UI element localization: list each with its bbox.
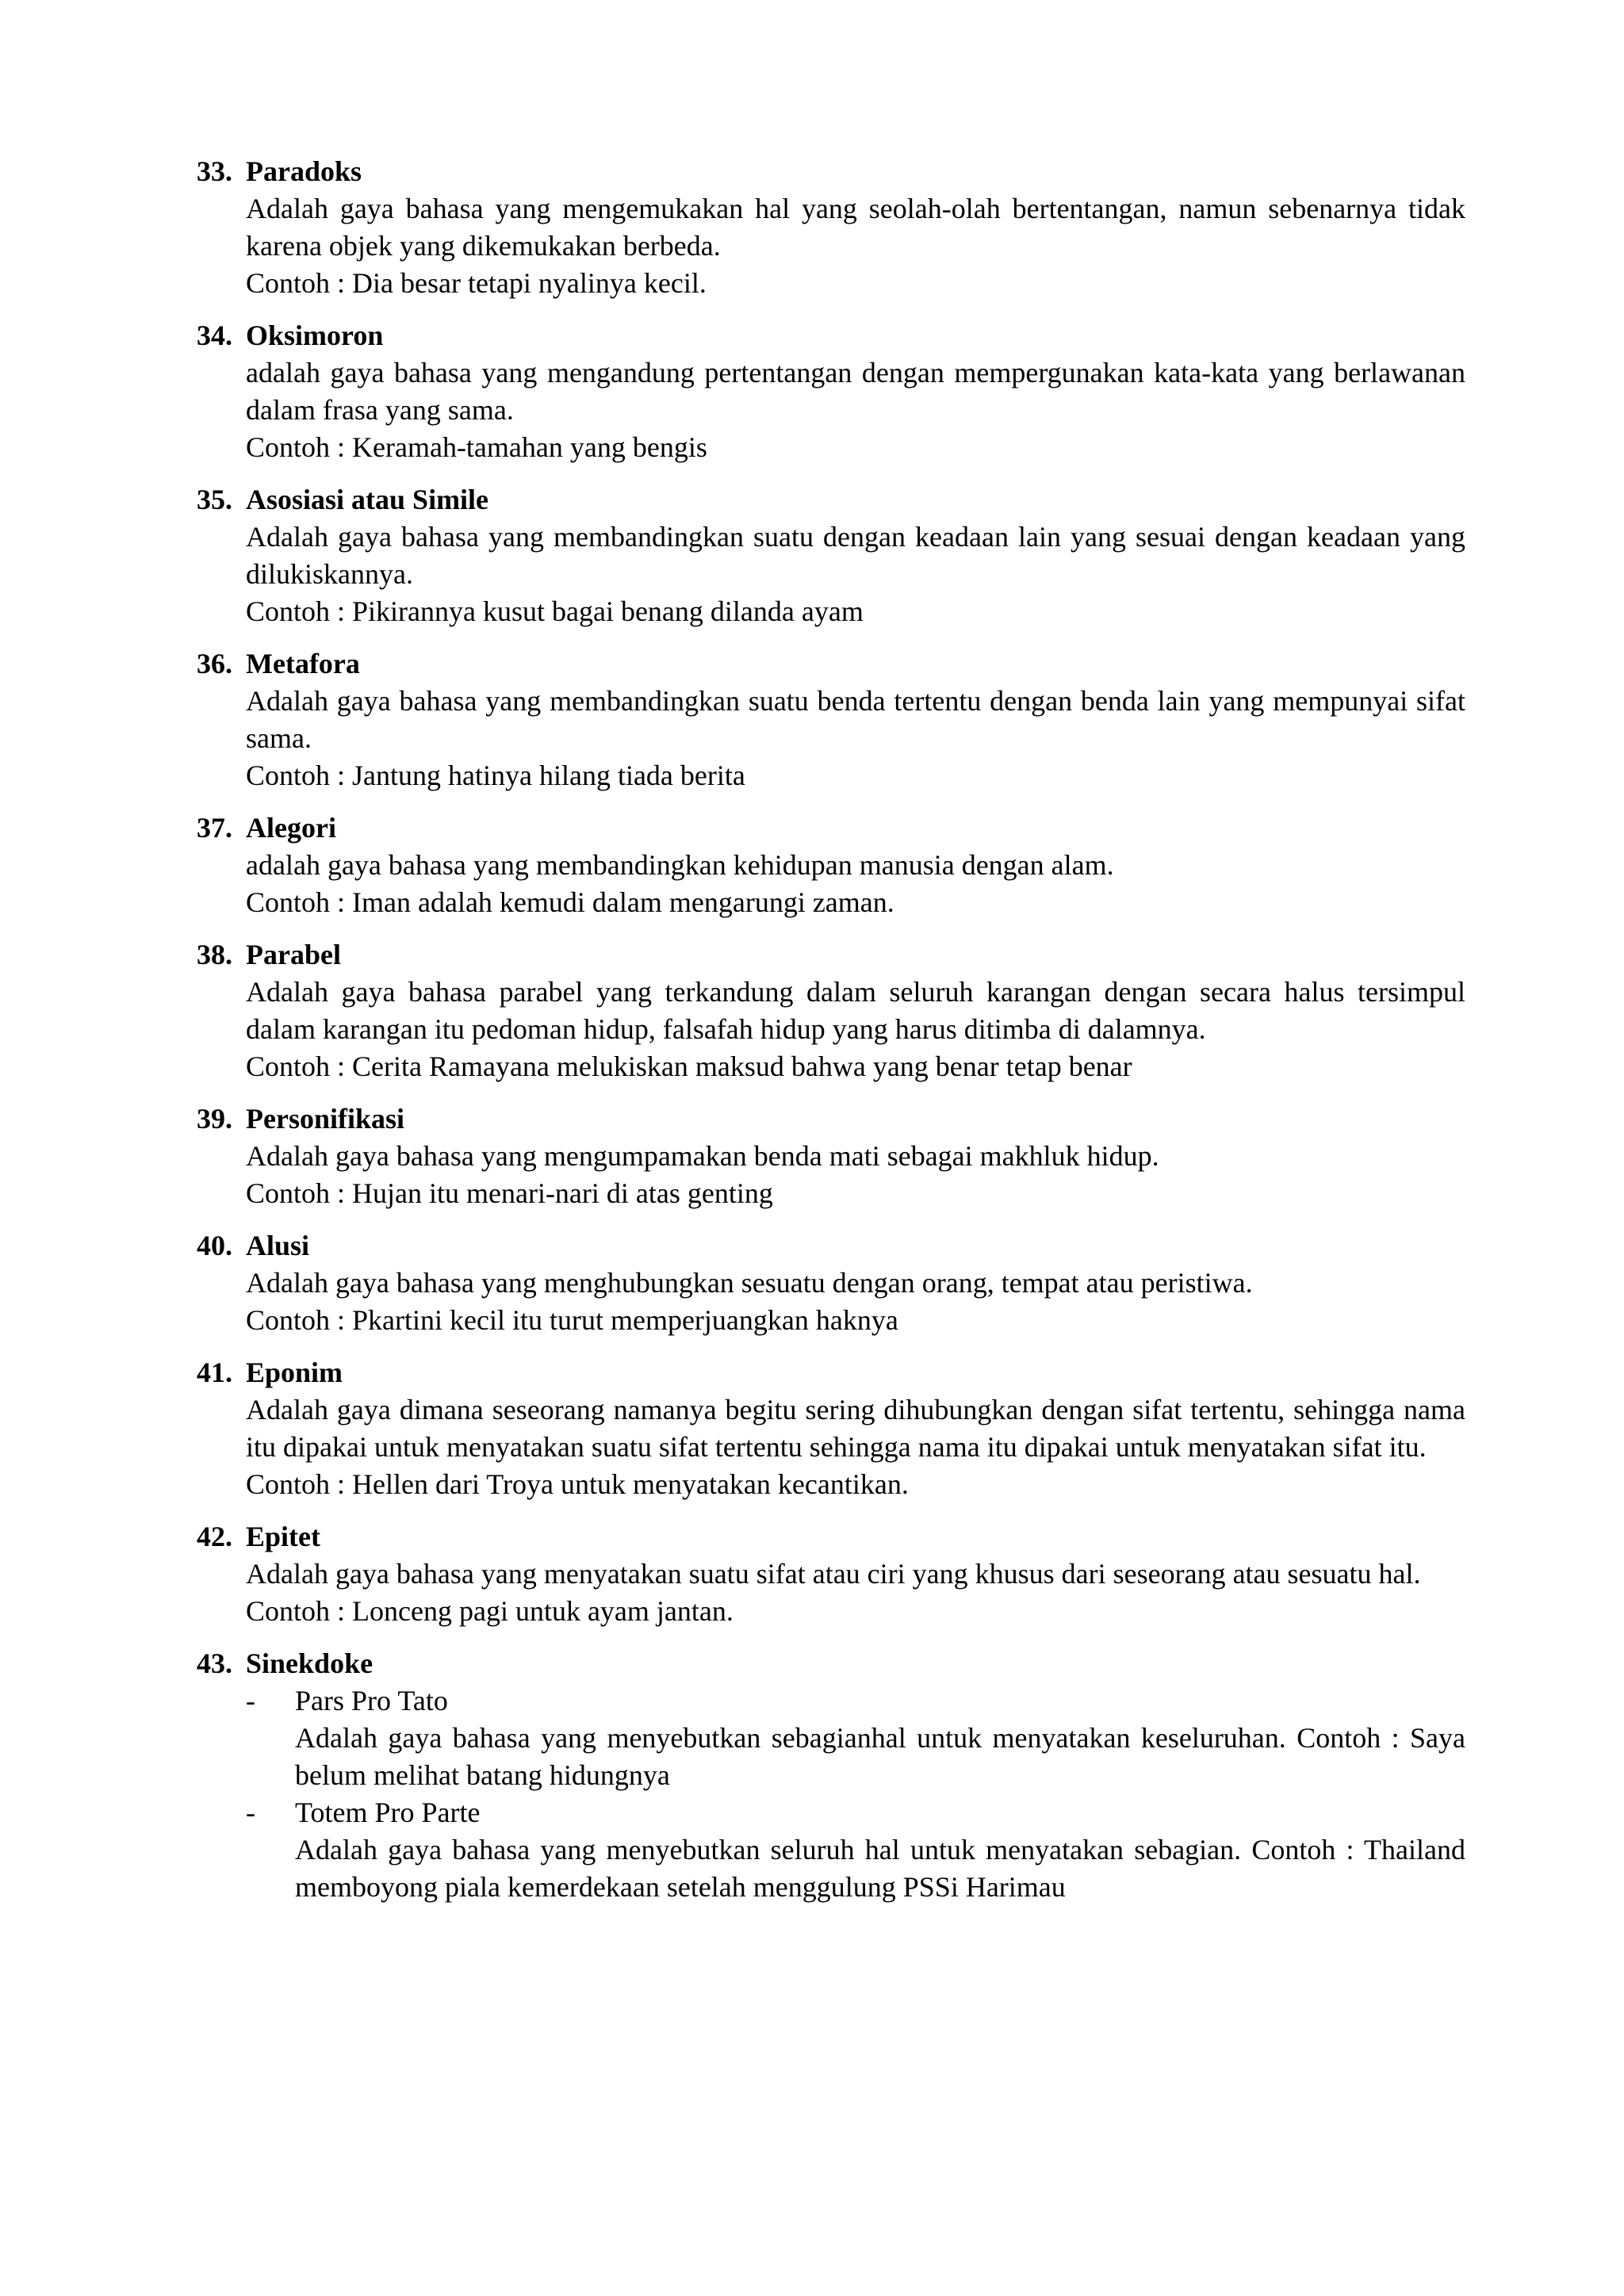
item-title: Alusi [246,1230,310,1261]
item-number: 42. [197,1521,232,1552]
item-example: Contoh : Iman adalah kemudi dalam mengarungi zaman. [246,886,894,918]
sub-item-text: Adalah gaya bahasa yang menyebutkan sebagianhal untuk menyatakan keseluruhan. Contoh : Saya belum melihat batang hidungnya [295,1722,1465,1791]
item-number: 35. [197,484,232,515]
document-content [197,152,1465,1920]
item-title: Eponim [246,1357,343,1388]
item-number: 39. [197,1103,232,1135]
item-heading [197,1226,1465,1265]
dash-bullet: - [246,1685,255,1716]
item-example: Contoh : Pkartini kecil itu turut memperjuangkan haknya [246,1304,898,1336]
item-number: 33. [197,155,232,187]
list-item [197,480,1465,630]
dash-bullet: - [246,1797,255,1828]
sub-item-pars-pro-tato [246,1682,1465,1794]
item-example: Contoh : Lonceng pagi untuk ayam jantan. [246,1595,733,1627]
list-item [197,1226,1465,1339]
item-heading [197,152,1465,190]
item-number: 37. [197,812,232,844]
item-definition: Adalah gaya bahasa yang mengumpamakan benda mati sebagai makhluk hidup. [246,1140,1159,1172]
item-definition: Adalah gaya bahasa parabel yang terkandung dalam seluruh karangan dengan secara halus tersimpul dalam karangan itu pedoman hidup, falsafah hidup yang harus ditimba di dalamnya. [246,976,1465,1045]
list-item [197,809,1465,921]
item-heading [197,936,1465,974]
list-item [197,316,1465,466]
item-title: Parabel [246,939,341,970]
item-title: Sinekdoke [246,1647,373,1679]
item-definition: adalah gaya bahasa yang mengandung pertentangan dengan mempergunakan kata-kata yang berlawanan dalam frasa yang sama. [246,357,1465,426]
item-heading [197,316,1465,354]
sub-item-text: Adalah gaya bahasa yang menyebutkan seluruh hal untuk menyatakan sebagian. Contoh : Thailand memboyong piala kemerdekaan setelah menggulung PSSi Harimau [295,1834,1465,1903]
item-number: 41. [197,1357,232,1388]
item-definition: adalah gaya bahasa yang membandingkan kehidupan manusia dengan alam. [246,849,1114,881]
item-heading [197,1644,1465,1682]
item-title: Metafora [246,648,360,679]
item-heading [197,645,1465,683]
item-number: 43. [197,1647,232,1679]
item-example: Contoh : Cerita Ramayana melukiskan maksud bahwa yang benar tetap benar [246,1050,1132,1082]
item-number: 36. [197,648,232,679]
item-number: 38. [197,939,232,970]
list-item [197,936,1465,1085]
item-example: Contoh : Keramah-tamahan yang bengis [246,431,707,463]
item-heading [197,1517,1465,1556]
item-title: Oksimoron [246,320,384,351]
sub-item-title: Totem Pro Parte [295,1797,481,1828]
item-definition: Adalah gaya bahasa yang membandingkan suatu benda tertentu dengan benda lain yang mempunyai sifat sama. [246,685,1465,754]
item-title: Asosiasi atau Simile [246,484,489,515]
sub-item-title: Pars Pro Tato [295,1685,448,1716]
item-number: 34. [197,320,232,351]
item-example: Contoh : Hellen dari Troya untuk menyatakan kecantikan. [246,1468,909,1500]
list-item [197,1100,1465,1212]
item-definition: Adalah gaya dimana seseorang namanya begitu sering dihubungkan dengan sifat tertentu, sehingga nama itu dipakai untuk menyatakan suatu sifat tertentu sehingga nama itu dipakai untuk menyatakan sifat itu. [246,1394,1465,1463]
item-number: 40. [197,1230,232,1261]
list-item [197,1353,1465,1503]
item-example: Contoh : Jantung hatinya hilang tiada berita [246,760,745,791]
item-heading [197,1353,1465,1391]
item-example: Contoh : Dia besar tetapi nyalinya kecil. [246,267,707,299]
list-item [197,645,1465,794]
list-item [197,152,1465,302]
item-title: Epitet [246,1521,320,1552]
item-title: Alegori [246,812,336,844]
item-definition: Adalah gaya bahasa yang menyatakan suatu sifat atau ciri yang khusus dari seseorang atau sesuatu hal. [246,1558,1421,1590]
item-example: Contoh : Hujan itu menari-nari di atas genting [246,1177,773,1209]
item-title: Paradoks [246,155,362,187]
item-example: Contoh : Pikirannya kusut bagai benang dilanda ayam [246,595,864,627]
item-definition: Adalah gaya bahasa yang membandingkan suatu dengan keadaan lain yang sesuai dengan keadaan yang dilukiskannya. [246,521,1465,590]
list-item-sinekdoke [197,1644,1465,1906]
item-heading [197,1100,1465,1138]
sub-item-totem-pro-parte [246,1794,1465,1906]
item-heading [197,809,1465,847]
item-definition: Adalah gaya bahasa yang mengemukakan hal yang seolah-olah bertentangan, namun sebenarnya tidak karena objek yang dikemukakan berbeda. [246,193,1465,262]
item-title: Personifikasi [246,1103,405,1135]
list-item [197,1517,1465,1630]
item-definition: Adalah gaya bahasa yang menghubungkan sesuatu dengan orang, tempat atau peristiwa. [246,1267,1253,1299]
item-heading [197,480,1465,519]
